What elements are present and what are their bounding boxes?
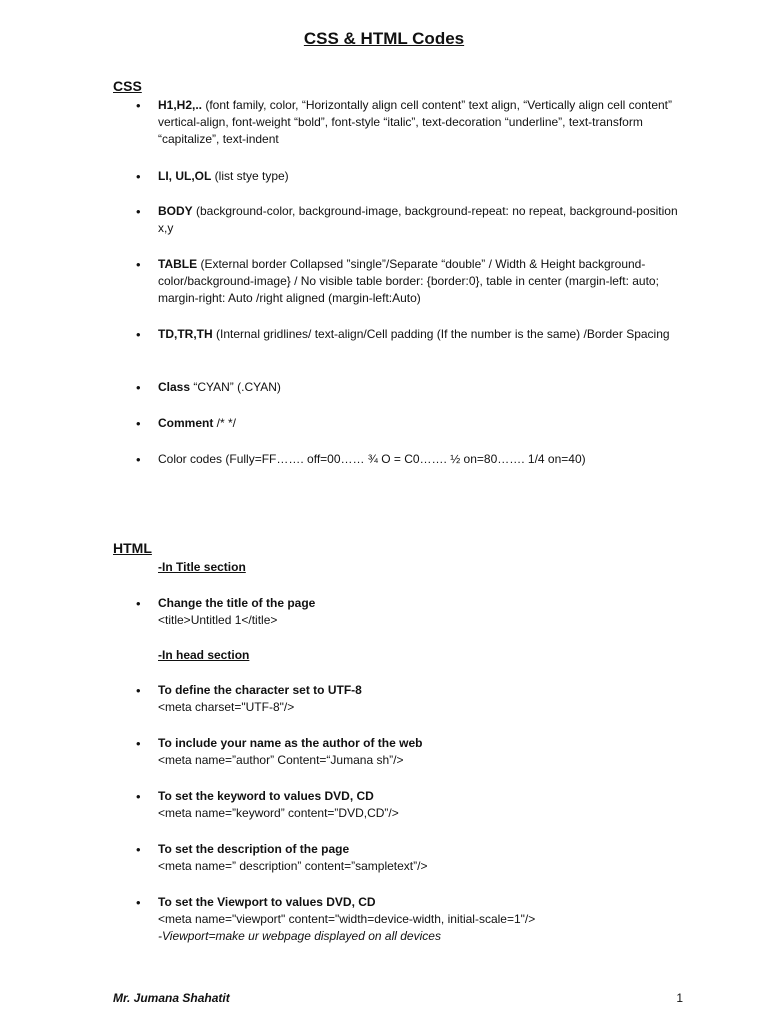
css-list-item [136, 415, 688, 432]
html-list-item [136, 841, 688, 875]
bullet-icon: • [136, 98, 141, 113]
html-section-heading: HTML [113, 540, 152, 556]
css-item-text: (External border Collapsed ”single”/Separate “double” / Width & Height background-color/background-image} / No visible table border: {border:0}, table in center (margin-left: auto; margin-right: Auto /right aligned (margin-left:Auto) [158, 257, 659, 305]
html-item-label: To set the description of the page [158, 842, 350, 856]
css-item-term: Comment [158, 416, 214, 430]
bullet-icon: • [136, 257, 141, 272]
html-item-note: -Viewport=make ur webpage displayed on all devices [158, 929, 441, 943]
css-list-item [136, 379, 688, 396]
css-list-item [136, 168, 688, 185]
css-item-text: (background-color, background-image, background-repeat: no repeat, background-position x,y [158, 204, 678, 235]
css-item-text: (font family, color, “Horizontally align cell content” text align, “Vertically align cell content” vertical-align, font-weight “bold”, font-style “italic”, text-decoration “underline”, text-transform “capitalize”, text-indent [158, 98, 672, 146]
css-item-text: Color codes (Fully=FF……. off=00…… ¾ O = C0……. ½ on=80……. 1/4 on=40) [158, 452, 586, 466]
css-item-text: “CYAN” (.CYAN) [190, 380, 281, 394]
css-section-heading: CSS [113, 78, 142, 94]
css-item-term: BODY [158, 204, 193, 218]
html-item-label: To set the keyword to values DVD, CD [158, 789, 374, 803]
html-list-item [136, 894, 688, 945]
html-item-label: To include your name as the author of the web [158, 736, 423, 750]
html-item-code: <meta charset="UTF-8"/> [158, 700, 295, 714]
css-list-item [136, 203, 688, 237]
html-item-code: <title>Untitled 1</title> [158, 613, 278, 627]
css-item-term: TABLE [158, 257, 198, 271]
bullet-icon: • [136, 327, 141, 342]
bullet-icon: • [136, 683, 141, 698]
title-section-label: -In Title section [158, 560, 246, 574]
head-section-label: -In head section [158, 648, 250, 662]
footer-author: Mr. Jumana Shahatit [113, 991, 230, 1005]
html-list-item [136, 595, 688, 629]
bullet-icon: • [136, 452, 141, 467]
html-list-item [136, 735, 688, 769]
css-item-text: /* */ [213, 416, 237, 430]
css-item-term: LI, UL,OL [158, 169, 212, 183]
css-list-item [136, 451, 688, 468]
bullet-icon: • [136, 596, 141, 611]
html-item-label: Change the title of the page [158, 596, 316, 610]
css-list-item [136, 256, 688, 307]
page-number: 1 [676, 991, 683, 1005]
css-item-term: Class [158, 380, 191, 394]
css-list-item [136, 326, 688, 343]
bullet-icon: • [136, 380, 141, 395]
bullet-icon: • [136, 416, 141, 431]
bullet-icon: • [136, 895, 141, 910]
css-item-text: (list stye type) [211, 169, 289, 183]
css-list-item [136, 97, 688, 148]
html-list-item [136, 788, 688, 822]
html-item-code: <meta name=” description” content=”sampletext”/> [158, 859, 428, 873]
bullet-icon: • [136, 204, 141, 219]
html-item-code: <meta name="viewport" content="width=device-width, initial-scale=1"/> [158, 912, 536, 926]
css-item-term: TD,TR,TH [158, 327, 213, 341]
bullet-icon: • [136, 169, 141, 184]
html-list-item [136, 682, 688, 716]
bullet-icon: • [136, 789, 141, 804]
document-title: CSS & HTML Codes [303, 29, 465, 48]
css-item-term: H1,H2,.. [158, 98, 203, 112]
html-item-code: <meta name=”author” Content=“Jumana sh”/> [158, 753, 404, 767]
css-item-text: (Internal gridlines/ text-align/Cell padding (If the number is the same) /Border Spacing [212, 327, 670, 341]
bullet-icon: • [136, 842, 141, 857]
html-item-code: <meta name=”keyword” content=”DVD,CD”/> [158, 806, 399, 820]
bullet-icon: • [136, 736, 141, 751]
html-item-label: To define the character set to UTF-8 [158, 683, 362, 697]
html-item-label: To set the Viewport to values DVD, CD [158, 895, 376, 909]
